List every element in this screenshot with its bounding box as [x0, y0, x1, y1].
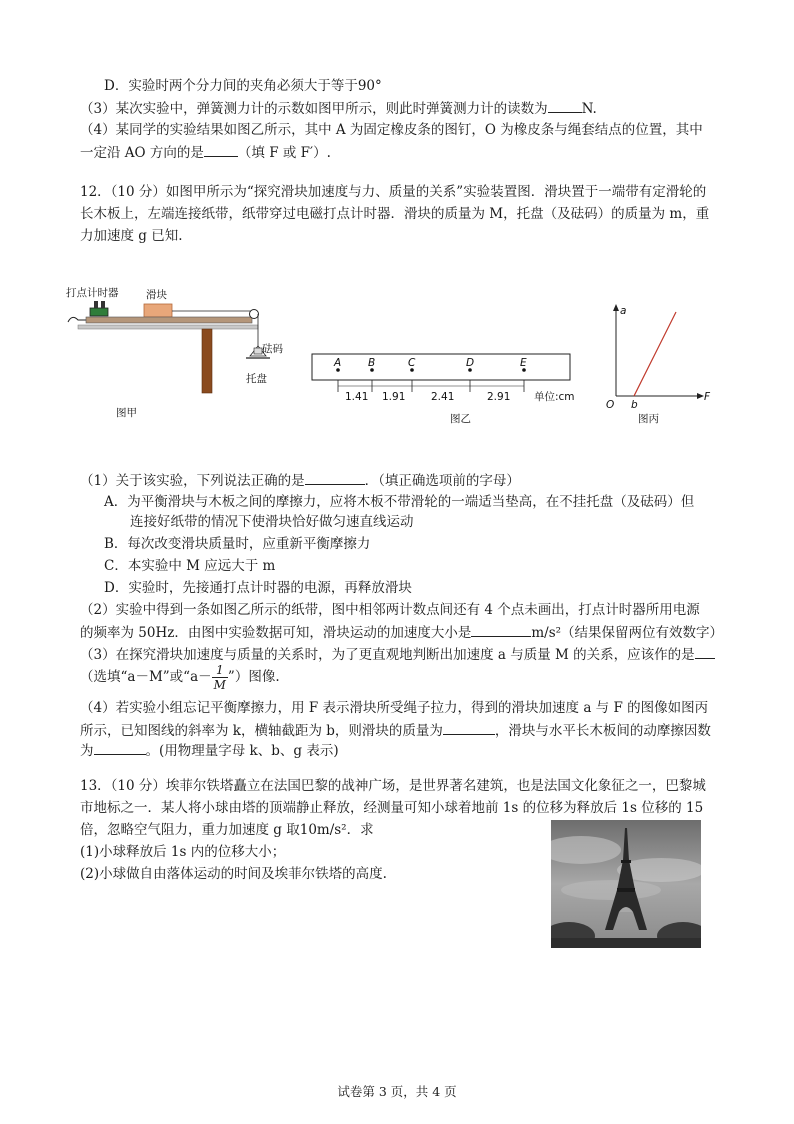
q11-part4-line2: 一定沿 AO 方向的是 （填 F 或 F′）.	[80, 142, 331, 163]
tape-point-label: A	[334, 357, 342, 369]
q13-question2: (2)小球做自由落体运动的时间及埃菲尔铁塔的高度.	[80, 866, 387, 882]
q12-part4-line2: 所示，已知图线的斜率为 k，横轴截距为 b，则滑块的质量为 ，滑块与水平长木板间的动摩擦因数	[80, 720, 711, 741]
q13-line3: 倍，忽略空气阻力，重力加速度 g 取10m/s²．求	[80, 822, 374, 838]
q12-option-c: C．本实验中 M 应远大于 m	[104, 558, 276, 574]
tape-distance-label: 2.41	[431, 391, 455, 403]
label-unit: 单位:cm	[534, 391, 575, 403]
answer-blank[interactable]	[305, 470, 365, 485]
figure-jia-apparatus	[64, 284, 304, 424]
label-slider: 滑块	[146, 289, 167, 301]
q11-part4-line1: （4）某同学的实验结果如图乙所示，其中 A 为固定橡皮条的图钉，O 为橡皮条与绳套结点的位置，其中	[80, 122, 703, 138]
eiffel-tower-photo	[551, 820, 701, 948]
q13-line2: 市地标之一．某人将小球由塔的顶端静止释放，经测量可知小球着地前 1s 的位移为释放后 1s 位移的 15	[80, 800, 704, 816]
answer-blank[interactable]	[94, 740, 146, 755]
figure-bing-graph	[600, 300, 720, 426]
intercept-label: b	[631, 399, 638, 411]
caption-bing: 图丙	[638, 413, 659, 425]
answer-blank[interactable]	[443, 720, 495, 735]
q11-part3: （3）某次实验中，弹簧测力计的示数如图甲所示，则此时弹簧测力计的读数为 N.	[80, 98, 597, 119]
tape-point-label: B	[368, 357, 376, 369]
q12-part4-line1: （4）若实验小组忘记平衡摩擦力，用 F 表示滑块所受绳子拉力，得到的滑块加速度 a 与 F 的图像如图丙	[80, 700, 709, 716]
axis-label-F: F	[704, 391, 711, 403]
axis-label-a: a	[620, 305, 627, 317]
q12-part2-line2: 的频率为 50Hz．由图中实验数据可知，滑块运动的加速度大小是 m/s²（结果保留两位有效数字）	[80, 622, 723, 643]
q12-option-d: D．实验时，先接通打点计时器的电源，再释放滑块	[104, 580, 412, 596]
q12-intro-line3: 力加速度 g 已知.	[80, 228, 183, 244]
answer-blank[interactable]	[471, 622, 531, 637]
q11-option-d: D．实验时两个分力间的夹角必须大于等于90°	[104, 78, 382, 94]
q12-part2-line1: （2）实验中得到一条如图乙所示的纸带，图中相邻两计数点间还有 4 个点未画出，打点计时器所用电源	[80, 602, 700, 618]
q12-part3-line2: （选填“a－M”或“a－ $\frac{1}{M}$ ”）图像.	[80, 663, 280, 692]
answer-blank[interactable]	[548, 98, 582, 113]
label-timer: 打点计时器	[66, 287, 119, 299]
answer-blank[interactable]	[695, 644, 715, 659]
caption-yi: 图乙	[450, 413, 471, 425]
label-weights: 砝码	[262, 343, 283, 355]
figure-yi-tape	[306, 348, 596, 428]
q12-intro-line2: 长木板上，左端连接纸带，纸带穿过电磁打点计时器．滑块的质量为 M，托盘（及砝码）的质量为 m，重	[80, 206, 710, 222]
q12-part4-line3: 为 。(用物理量字母 k、b、g 表示)	[80, 740, 339, 761]
q12-option-a-line2: 连接好纸带的情况下使滑块恰好做匀速直线运动	[130, 514, 414, 530]
q12-option-b: B．每次改变滑块质量时，应重新平衡摩擦力	[104, 536, 371, 552]
tape-distance-label: 1.41	[345, 391, 369, 403]
q12-part3-line1: （3）在探究滑块加速度与质量的关系时，为了更直观地判断出加速度 a 与质量 M 的关系，应该作的是	[80, 644, 715, 665]
tape-point-label: D	[466, 357, 475, 369]
q13-question1: (1)小球释放后 1s 内的位移大小；	[80, 844, 286, 860]
fraction-1-over-M: $\frac{1}{M}$	[213, 663, 226, 692]
caption-jia: 图甲	[116, 407, 137, 419]
q12-part1: （1）关于该实验，下列说法正确的是 ．（填正确选项前的字母）	[80, 470, 520, 491]
page-footer: 试卷第 3 页，共 4 页	[337, 1084, 457, 1099]
q12-intro-line1: 12．（10 分）如图甲所示为“探究滑块加速度与力、质量的关系”实验装置图．滑块置于一端带有定滑轮的	[80, 184, 707, 200]
tape-distance-label: 2.91	[487, 391, 511, 403]
tape-point-label: E	[520, 357, 527, 369]
tape-point-label: C	[408, 357, 416, 369]
q13-line1: 13．（10 分）埃菲尔铁塔矗立在法国巴黎的战神广场，是世界著名建筑，也是法国文化象征之一，巴黎城	[80, 778, 706, 794]
tape-distance-label: 1.91	[382, 391, 406, 403]
q12-option-a-line1: A．为平衡滑块与木板之间的摩擦力，应将木板不带滑轮的一端适当垫高，在不挂托盘（及砝码）但	[104, 494, 695, 510]
origin-label: O	[606, 399, 615, 411]
answer-blank[interactable]	[204, 142, 238, 157]
label-tray: 托盘	[246, 373, 267, 385]
